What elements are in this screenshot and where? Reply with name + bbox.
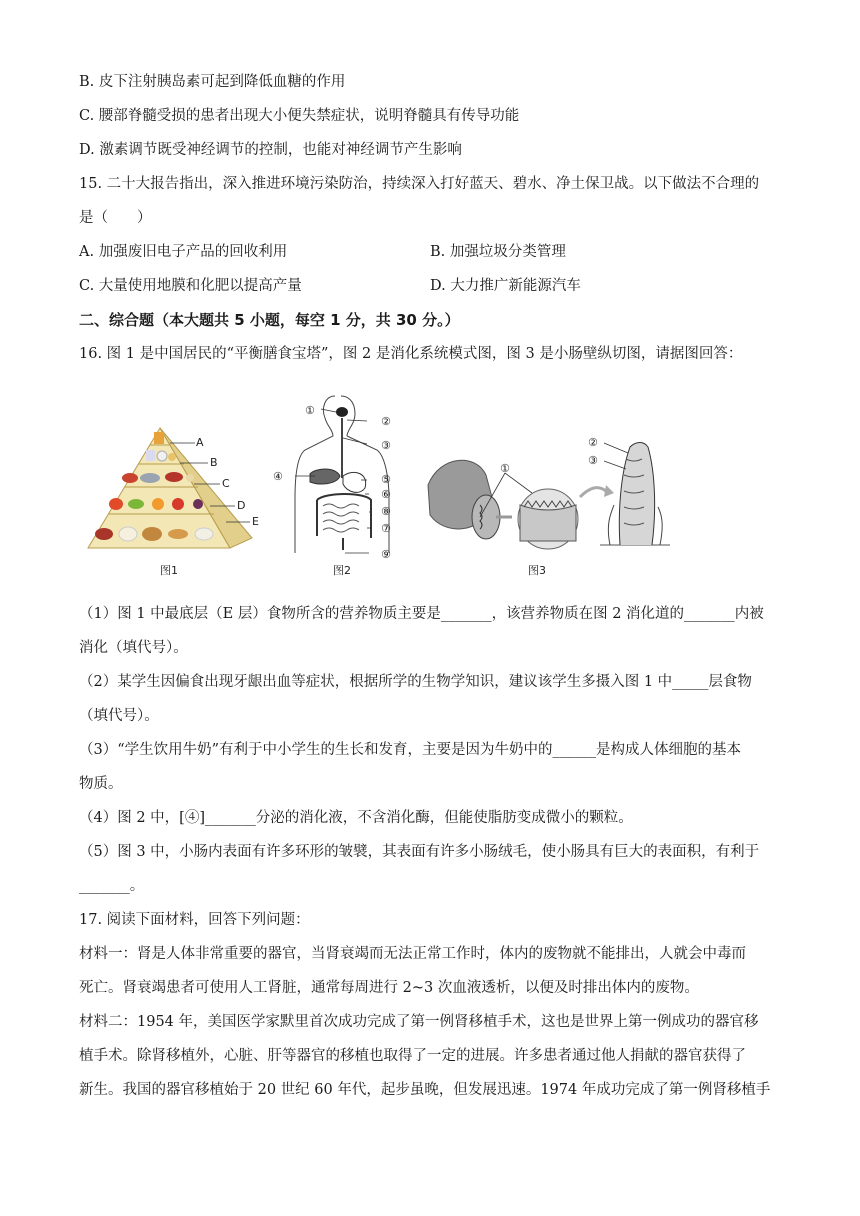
q17-material1-line1: 材料一：肾是人体非常重要的器官，当肾衰竭而无法正常工作时，体内的废物就不能排出，人就会中毒而	[79, 946, 746, 962]
fig2-label-6: ⑥	[381, 488, 391, 501]
q16-part1-line1: （1）图 1 中最底层（E 层）食物所含的营养物质主要是_______，该营养物质在图 2 消化道的_______内被	[79, 606, 764, 622]
fig2-label-7: ⑦	[381, 522, 391, 535]
q16-part5-line2: _______。	[79, 878, 145, 894]
q17-stem: 17. 阅读下面材料，回答下列问题：	[79, 912, 310, 928]
q16-part1-line2: 消化（填代号）。	[79, 640, 188, 656]
q16-part2-line2: （填代号）。	[79, 708, 159, 724]
q14-option-c: C. 腰部脊髓受损的患者出现大小便失禁症状，说明脊髓具有传导功能	[79, 108, 520, 124]
q16-part3-line1: （3）“学生饮用牛奶”有利于中小学生的生长和发育，主要是因为牛奶中的______是构成人体细胞的基本	[79, 742, 742, 758]
q17-material1-line2: 死亡。肾衰竭患者可使用人工肾脏，通常每周进行 2~3 次血液透析，以便及时排出体内的废物。	[79, 980, 699, 996]
pyramid-label-e: E	[252, 515, 259, 528]
fig2-label-2: ②	[381, 415, 391, 428]
q16-stem: 16. 图 1 是中国居民的“平衡膳食宝塔”，图 2 是消化系统模式图，图 3 是小肠壁纵切图，请据图回答：	[79, 346, 743, 362]
food-pyramid-figure	[80, 420, 270, 555]
q15-option-a: A. 加强废旧电子产品的回收利用	[79, 244, 288, 260]
q16-part5-line1: （5）图 3 中，小肠内表面有许多环形的皱襞，其表面有许多小肠绒毛，使小肠具有巨大的表面积，有利于	[79, 844, 760, 860]
q15-option-d: D. 大力推广新能源汽车	[430, 278, 581, 294]
fig2-label-9: ⑨	[381, 548, 391, 561]
pyramid-label-d: D	[237, 499, 246, 512]
q17-material2-line3: 新生。我国的器官移植始于 20 世纪 60 年代，起步虽晚，但发展迅速。1974 年成功完成了第一例肾移植手	[79, 1082, 771, 1098]
section-2-title: 二、综合题（本大题共 5 小题，每空 1 分，共 30 分。）	[79, 311, 460, 329]
q15-stem-line2: 是（ ）	[79, 210, 152, 226]
fig3-label-2: ②	[588, 436, 598, 449]
fig3-label-1: ①	[500, 462, 510, 475]
fig2-label-5: ⑤	[381, 473, 391, 486]
q16-part4-line1: （4）图 2 中，[④]_______分泌的消化液，不含消化酶，但能使脂肪变成微小的颗粒。	[79, 810, 633, 826]
fig2-label-4: ④	[273, 470, 283, 483]
fig3-label-3: ③	[588, 454, 598, 467]
pyramid-label-c: C	[222, 477, 230, 490]
q16-part2-line1: （2）某学生因偏食出现牙龈出血等症状，根据所学的生物学知识，建议该学生多摄入图 1 中_____层食物	[79, 674, 752, 690]
fig2-label-1: ①	[305, 404, 315, 417]
small-intestine-figure	[420, 435, 670, 555]
q17-material2-line2: 植手术。除肾移植外，心脏、肝等器官的移植也取得了一定的进展。许多患者通过他人捐献的器官获得了	[79, 1048, 746, 1064]
fig2-label-8: ⑧	[381, 505, 391, 518]
figure-2-caption: 图2	[333, 564, 351, 577]
q15-option-b: B. 加强垃圾分类管理	[430, 244, 566, 260]
q15-option-c: C. 大量使用地膜和化肥以提高产量	[79, 278, 302, 294]
q14-option-b: B. 皮下注射胰岛素可起到降低血糖的作用	[79, 74, 346, 90]
pyramid-label-a: A	[196, 436, 204, 449]
q16-part3-line2: 物质。	[79, 776, 123, 792]
q15-stem-line1: 15. 二十大报告指出，深入推进环境污染防治，持续深入打好蓝天、碧水、净土保卫战。以下做法不合理的	[79, 176, 760, 192]
fig2-label-3: ③	[381, 439, 391, 452]
pyramid-label-b: B	[210, 456, 218, 469]
figure-1-caption: 图1	[160, 564, 178, 577]
q14-option-d: D. 激素调节既受神经调节的控制，也能对神经调节产生影响	[79, 142, 462, 158]
figure-3-caption: 图3	[528, 564, 546, 577]
q17-material2-line1: 材料二：1954 年，美国医学家默里首次成功完成了第一例肾移植手术，这也是世界上第一例成功的器官移	[79, 1014, 759, 1030]
